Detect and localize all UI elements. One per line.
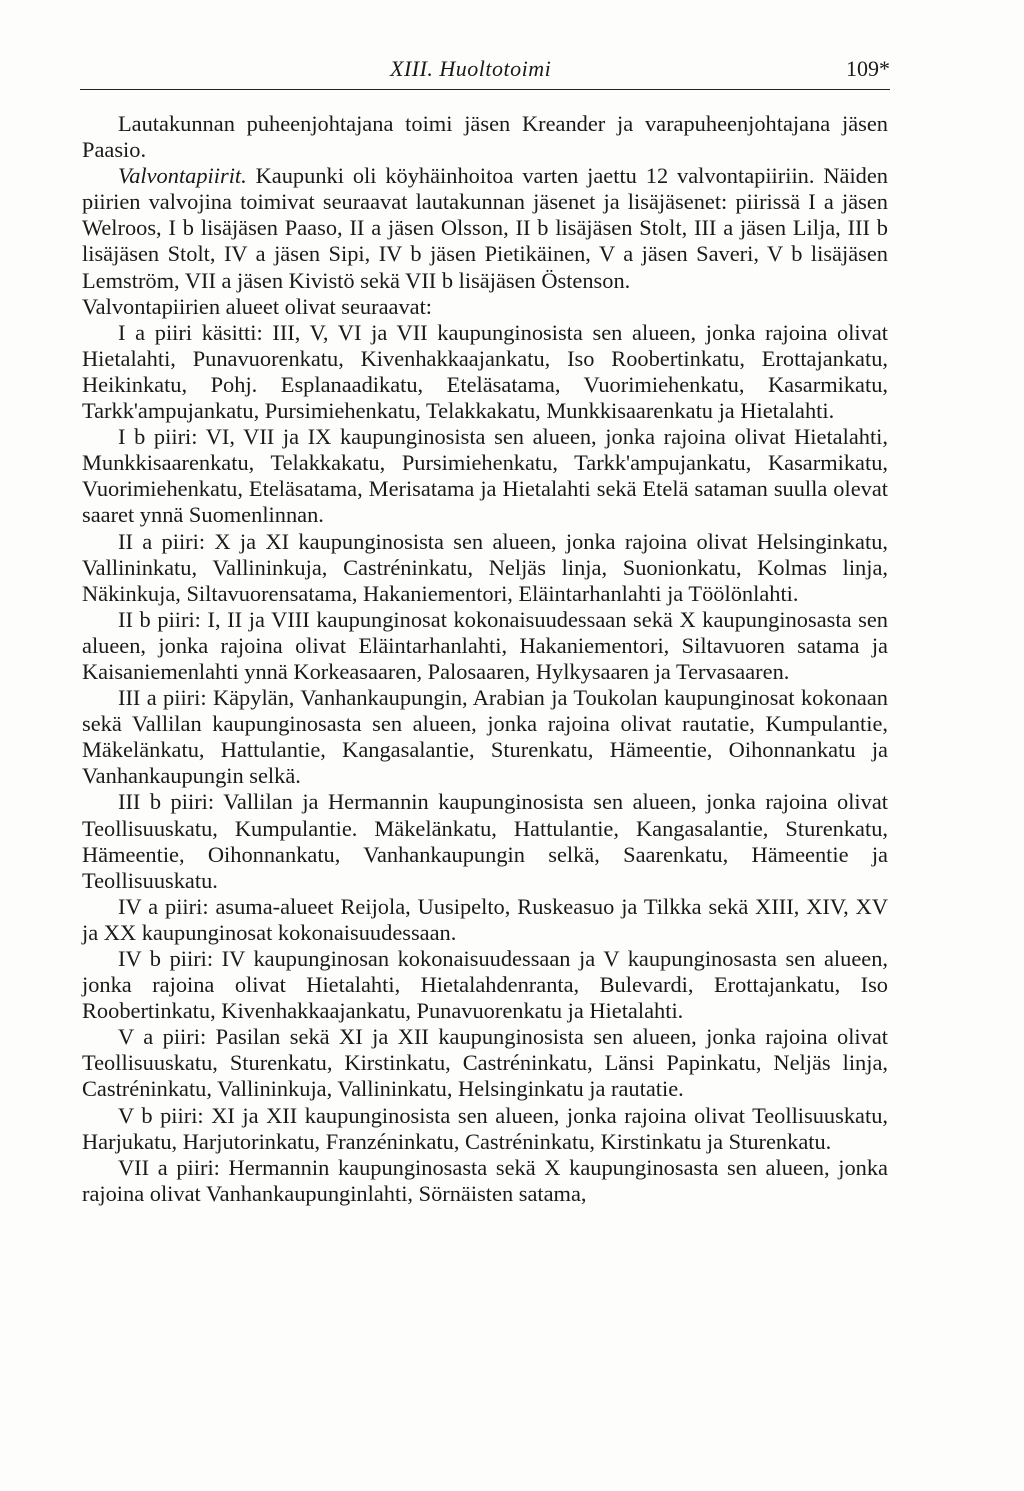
page-number: 109*	[846, 56, 890, 81]
chapter-title: XIII. Huoltotoimi	[390, 56, 552, 81]
body-text	[82, 111, 888, 1207]
paragraph: IV a piiri: asuma-alueet Reijola, Uusipelto, Ruskeasuo ja Tilkka sekä XIII, XIV, XV ja XX kaupunginosat kokonaisuudessaan.	[82, 893, 888, 945]
paragraph: III a piiri: Käpylän, Vanhankaupungin, Arabian ja Toukolan kaupunginosat kokonaan sekä Vallilan kaupunginosasta sen alueen, jonka rajoina olivat rautatie, Kumpulantie, Mäkelänkatu, Hattulantie, Kangasalantie, Sturenkatu, Hämeentie, Oihonnankatu ja Vanhankaupungin selkä.	[82, 685, 888, 789]
paragraph: Lautakunnan puheenjohtajana toimi jäsen Kreander ja varapuheenjohtajana jäsen Paasio.	[82, 111, 888, 163]
paragraph: III b piiri: Vallilan ja Hermannin kaupunginosista sen alueen, jonka rajoina olivat Teollisuuskatu, Kumpulantie. Mäkelänkatu, Hattulantie, Kangasalantie, Sturenkatu, Hämeentie, Oihonnankatu, Vanhankaupungin selkä, Saarenkatu, Hämeentie ja Teollisuuskatu.	[82, 789, 888, 893]
paragraph	[82, 163, 888, 293]
paragraph: II b piiri: I, II ja VIII kaupunginosat kokonaisuudessaan sekä X kaupunginosasta sen alueen, jonka rajoina olivat Eläintarhanlahti, Hakaniementori, Siltavuoren satama ja Kaisaniemenlahti ynnä Korkeasaaren, Palosaaren, Hylkysaaren ja Tervasaaren.	[82, 606, 888, 684]
paragraph: V a piiri: Pasilan sekä XI ja XII kaupunginosista sen alueen, jonka rajoina olivat Teollisuuskatu, Sturenkatu, Kirstinkatu, Castréninkatu, Länsi Papinkatu, Neljäs linja, Castréninkatu, Vallininkuja, Vallininkatu, Helsinginkatu ja rautatie.	[82, 1024, 888, 1102]
paragraph: I b piiri: VI, VII ja IX kaupunginosista sen alueen, jonka rajoina olivat Hietalahti, Munkkisaarenkatu, Telakkakatu, Pursimiehenkatu, Tarkk'ampujankatu, Kasarmikatu, Vuorimiehenkatu, Eteläsatama, Merisatama ja Hietalahti sekä Etelä sataman suulla olevat saaret ynnä Suomenlinnan.	[82, 424, 888, 528]
paragraph: VII a piiri: Hermannin kaupunginosasta sekä X kaupunginosasta sen alueen, jonka rajoina olivat Vanhankaupunginlahti, Sörnäisten satama,	[82, 1154, 888, 1206]
header-rule	[80, 89, 890, 90]
paragraph: II a piiri: X ja XI kaupunginosista sen alueen, jonka rajoina olivat Helsinginkatu, Vallininkatu, Vallininkuja, Castréninkatu, Neljäs linja, Suonionkatu, Kolmas linja, Näkinkuja, Siltavuorensatama, Hakaniementori, Eläintarhanlahti ja Töölönlahti.	[82, 528, 888, 606]
running-header	[80, 56, 890, 90]
paragraph: IV b piiri: IV kaupunginosan kokonaisuudessaan ja V kaupunginosasta sen alueen, jonka rajoina olivat Hietalahti, Hietalahdenranta, Bulevardi, Erottajankatu, Iso Roobertinkatu, Kivenhakkaajankatu, Punavuorenkatu ja Hietalahti.	[82, 946, 888, 1024]
section-lead: Valvontapiirit.	[118, 163, 247, 189]
paragraph: Valvontapiirien alueet olivat seuraavat:	[82, 293, 433, 319]
paragraph-text: Kaupunki oli köyhäinhoitoa varten jaettu 12 valvontapiiriin. Näiden piirien valvojina toimivat seuraavat lautakunnan jäsenet ja lisäjäsenet: piirissä I a jäsen Welroos, I b lisäjäsen Paaso, II a jäsen Olsson, II b lisäjäsen Stolt, III a jäsen Lilja, III b lisäjäsen Stolt, IV a jäsen Sipi, IV b jäsen Pietikäinen, V a jäsen Saveri, V b lisäjäsen Lemström, VII a jäsen Kivistö sekä VII b lisäjäsen Östenson.	[82, 163, 888, 293]
paragraph: I a piiri käsitti: III, V, VI ja VII kaupunginosista sen alueen, jonka rajoina olivat Hietalahti, Punavuorenkatu, Kivenhakkaajankatu, Iso Roobertinkatu, Erottajankatu, Heikinkatu, Pohj. Esplanaadikatu, Eteläsatama, Vuorimiehenkatu, Kasarmikatu, Tarkk'ampujankatu, Pursimiehenkatu, Telakkakatu, Munkkisaarenkatu ja Hietalahti.	[82, 319, 888, 424]
paragraph: V b piiri: XI ja XII kaupunginosista sen alueen, jonka rajoina olivat Teollisuuskatu, Harjukatu, Harjutorinkatu, Franzéninkatu, Castréninkatu, Kirstinkatu ja Sturenkatu.	[82, 1102, 888, 1154]
